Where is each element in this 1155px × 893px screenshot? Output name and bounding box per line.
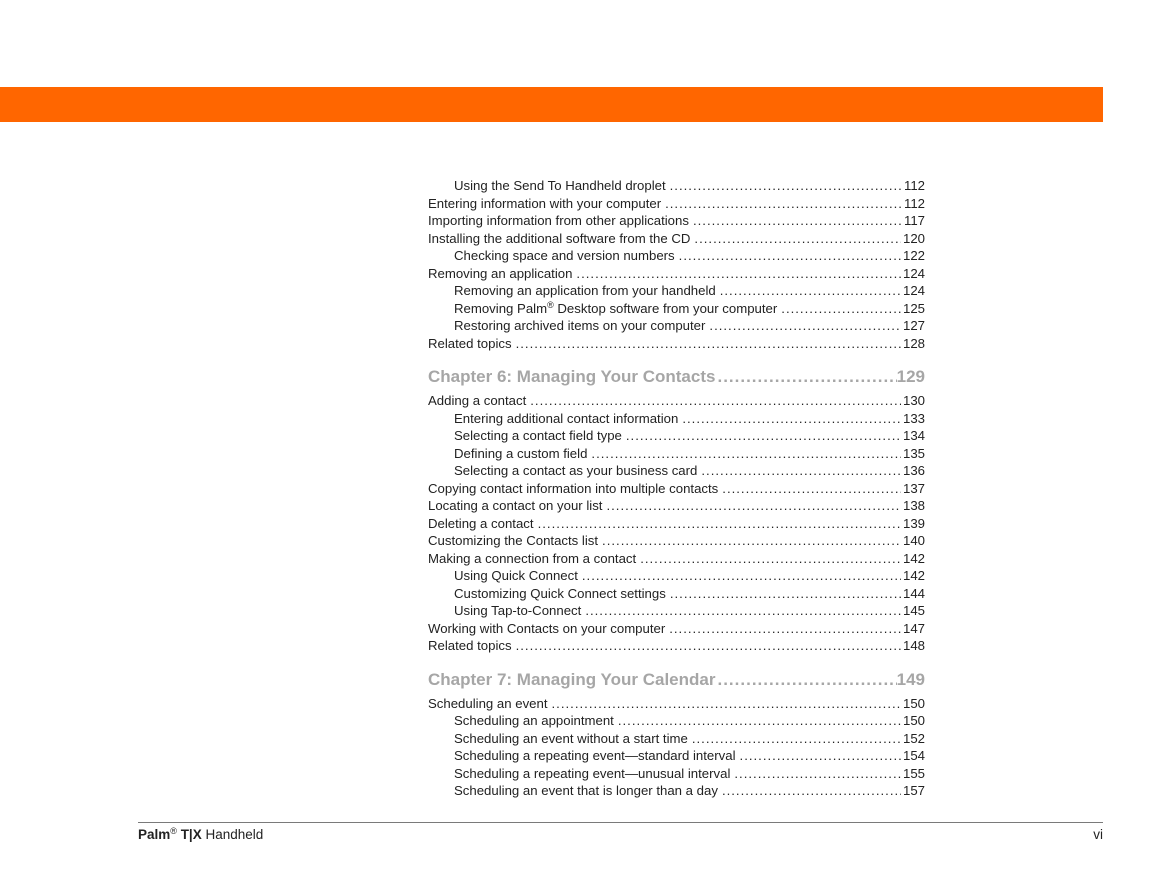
toc-page-number: 140 <box>902 533 925 548</box>
toc-page-number: 145 <box>902 603 925 618</box>
toc-page-number: 152 <box>902 730 925 746</box>
toc-entry[interactable] <box>428 247 925 265</box>
toc-entry-label: Installing the additional software from the CD <box>428 230 691 246</box>
toc-page-number: 125 <box>902 300 925 316</box>
toc-page-number: 144 <box>902 585 925 601</box>
toc-page-number: 122 <box>902 248 925 263</box>
footer-model: T|X <box>180 827 202 842</box>
toc-entry[interactable] <box>428 585 925 603</box>
toc-page-number: 128 <box>902 335 925 351</box>
table-of-contents <box>428 177 925 800</box>
toc-entry-label <box>454 300 781 318</box>
toc-intro-section <box>428 177 925 352</box>
toc-page-number: 137 <box>902 480 925 496</box>
toc-dot-leader <box>640 550 901 568</box>
toc-dot-leader <box>552 695 901 713</box>
toc-page-number: 139 <box>902 515 925 531</box>
toc-entry-label: Customizing the Contacts list <box>428 533 599 548</box>
toc-page-number: 135 <box>902 445 925 461</box>
toc-page-number: 157 <box>902 783 925 798</box>
toc-page-number: 142 <box>902 550 925 566</box>
toc-chapter-7-section <box>428 695 925 800</box>
toc-entry-label: Scheduling an appointment <box>454 713 614 728</box>
footer-product: Handheld <box>201 827 264 842</box>
toc-entry-label: Removing an application <box>428 265 573 281</box>
toc-dot-leader <box>670 585 901 603</box>
toc-chapter-6-section <box>428 392 925 655</box>
toc-page-number: 136 <box>902 463 925 478</box>
registered-mark: ® <box>547 299 554 310</box>
header-banner <box>0 87 1103 122</box>
toc-entry-label: Deleting a contact <box>428 515 534 531</box>
toc-entry[interactable] <box>428 712 925 730</box>
toc-page-number: 117 <box>903 213 925 228</box>
footer-page-number: vi <box>1093 827 1103 842</box>
toc-dot-leader <box>538 515 901 533</box>
toc-entry-label: Checking space and version numbers <box>454 248 675 263</box>
toc-entry[interactable] <box>428 620 925 638</box>
chapter-6-leader <box>717 366 896 388</box>
toc-entry-label: Adding a contact <box>428 393 527 408</box>
toc-entry[interactable] <box>428 410 925 428</box>
toc-entry[interactable] <box>428 602 925 620</box>
toc-entry[interactable] <box>428 265 925 283</box>
toc-entry[interactable] <box>428 765 925 783</box>
toc-page-number: 148 <box>902 638 925 653</box>
toc-page-number: 150 <box>902 713 925 728</box>
toc-dot-leader <box>781 300 901 318</box>
toc-dot-leader <box>602 532 901 550</box>
chapter-7-leader <box>717 669 896 691</box>
toc-entry[interactable] <box>428 427 925 445</box>
toc-dot-leader <box>585 602 901 620</box>
chapter-6-heading[interactable] <box>428 366 925 388</box>
toc-entry[interactable] <box>428 480 925 498</box>
toc-entry[interactable] <box>428 317 925 335</box>
toc-entry[interactable] <box>428 177 925 195</box>
toc-entry[interactable] <box>428 532 925 550</box>
toc-entry-label: Scheduling an event that is longer than a day <box>454 783 718 798</box>
toc-entry[interactable] <box>428 567 925 585</box>
toc-entry[interactable] <box>428 550 925 568</box>
toc-entry-label: Entering additional contact information <box>454 410 679 426</box>
toc-entry[interactable] <box>428 730 925 748</box>
toc-entry-label: Locating a contact on your list <box>428 498 603 513</box>
toc-entry[interactable] <box>428 445 925 463</box>
toc-entry-label: Removing an application from your handheld <box>454 283 716 298</box>
toc-entry[interactable] <box>428 392 925 410</box>
toc-entry-label: Scheduling a repeating event—unusual interval <box>454 765 731 781</box>
toc-entry[interactable] <box>428 782 925 800</box>
toc-dot-leader <box>669 620 901 638</box>
chapter-7-page: 149 <box>896 669 925 689</box>
toc-entry-label: Scheduling an event <box>428 695 548 711</box>
toc-entry-label: Making a connection from a contact <box>428 550 637 566</box>
toc-dot-leader <box>734 765 901 783</box>
toc-entry-label: Using the Send To Handheld droplet <box>454 178 666 193</box>
toc-entry[interactable] <box>428 637 925 655</box>
toc-dot-leader <box>692 730 901 748</box>
toc-dot-leader <box>582 567 901 585</box>
toc-dot-leader <box>576 265 901 283</box>
toc-entry[interactable] <box>428 462 925 480</box>
toc-dot-leader <box>530 392 901 410</box>
toc-entry[interactable] <box>428 695 925 713</box>
toc-dot-leader <box>694 230 901 248</box>
toc-dot-leader <box>693 212 902 230</box>
toc-entry-label-part: Removing Palm <box>454 300 548 316</box>
toc-entry-label: Importing information from other applications <box>428 213 689 228</box>
toc-entry-label: Scheduling an event without a start time <box>454 730 688 746</box>
toc-entry-label: Copying contact information into multiple contacts <box>428 480 719 496</box>
toc-page-number: 150 <box>902 695 925 711</box>
toc-page-number: 155 <box>902 765 925 781</box>
toc-dot-leader <box>722 782 901 800</box>
toc-page-number: 112 <box>903 178 925 193</box>
toc-entry[interactable] <box>428 497 925 515</box>
toc-page-number: 142 <box>902 568 925 583</box>
toc-dot-leader <box>618 712 901 730</box>
toc-dot-leader <box>722 480 901 498</box>
toc-entry[interactable] <box>428 747 925 765</box>
toc-dot-leader <box>740 747 901 765</box>
toc-page-number: 154 <box>902 748 925 763</box>
toc-dot-leader <box>709 317 901 335</box>
toc-page-number: 120 <box>902 230 925 246</box>
toc-entry-label: Customizing Quick Connect settings <box>454 585 666 601</box>
toc-dot-leader <box>591 445 901 463</box>
toc-page-number: 127 <box>902 318 925 333</box>
toc-page-number: 130 <box>902 393 925 408</box>
footer-brand: Palm <box>138 827 171 842</box>
toc-entry-label: Entering information with your computer <box>428 195 662 211</box>
toc-page-number: 147 <box>902 620 925 636</box>
footer-product-name <box>138 827 263 842</box>
toc-entry-label: Related topics <box>428 638 512 653</box>
toc-entry-label-part: Desktop software from your computer <box>553 300 778 316</box>
toc-entry[interactable] <box>428 195 925 213</box>
toc-dot-leader <box>606 497 901 515</box>
toc-entry-label: Defining a custom field <box>454 445 588 461</box>
toc-entry[interactable] <box>428 282 925 300</box>
toc-dot-leader <box>516 637 901 655</box>
toc-entry[interactable] <box>428 212 925 230</box>
toc-entry[interactable] <box>428 230 925 248</box>
toc-entry[interactable] <box>428 335 925 353</box>
chapter-6-page: 129 <box>896 367 925 386</box>
toc-entry-label: Scheduling a repeating event—standard interval <box>454 748 736 763</box>
toc-dot-leader <box>679 247 901 265</box>
toc-dot-leader <box>701 462 901 480</box>
chapter-7-heading[interactable] <box>428 669 925 691</box>
toc-entry-label: Working with Contacts on your computer <box>428 620 666 636</box>
toc-dot-leader <box>720 282 901 300</box>
toc-entry-label: Selecting a contact field type <box>454 428 622 443</box>
toc-page-number: 124 <box>902 283 925 298</box>
toc-entry[interactable] <box>428 300 925 318</box>
footer-reg-mark: ® <box>170 826 177 836</box>
chapter-7-title: Chapter 7: Managing Your Calendar <box>428 669 716 689</box>
toc-dot-leader <box>626 427 901 445</box>
toc-entry-label: Related topics <box>428 335 512 351</box>
toc-entry-label: Selecting a contact as your business card <box>454 463 698 478</box>
toc-entry-label: Restoring archived items on your computer <box>454 318 706 333</box>
toc-page-number: 112 <box>903 195 925 211</box>
toc-entry-label: Using Quick Connect <box>454 568 578 583</box>
toc-dot-leader <box>516 335 901 353</box>
toc-page-number: 134 <box>902 428 925 443</box>
chapter-6-title: Chapter 6: Managing Your Contacts <box>428 367 716 386</box>
toc-entry-label: Using Tap-to-Connect <box>454 603 582 618</box>
toc-page-number: 138 <box>902 498 925 513</box>
toc-dot-leader <box>682 410 901 428</box>
toc-dot-leader <box>670 177 902 195</box>
toc-page-number: 133 <box>902 410 925 426</box>
toc-entry[interactable] <box>428 515 925 533</box>
toc-page-number: 124 <box>902 265 925 281</box>
footer-divider <box>138 822 1103 823</box>
toc-dot-leader <box>665 195 902 213</box>
